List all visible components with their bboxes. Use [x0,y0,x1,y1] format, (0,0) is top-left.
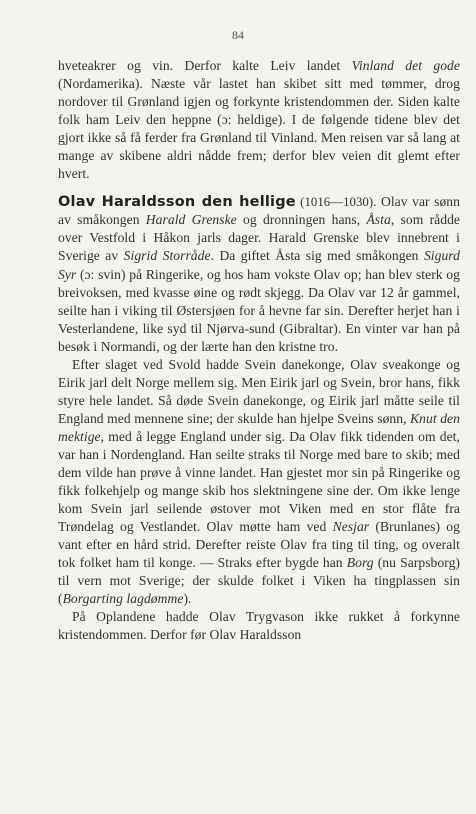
text-run: ). [183,591,192,607]
italic-term: Sigurd Syr [58,248,460,282]
italic-term: Borg [346,555,374,571]
text-run: . Da giftet Åsta sig med småkongen [210,248,424,264]
body-text [58,57,460,645]
text-run: og dronningen hans, [236,212,367,228]
italic-term: Borgarting lagdømme [62,591,184,607]
text-run: (Brunlanes) og vant efter en hård strid. Derefter reiste Olav fra ting til ting, og overalt tok folket ham til konge. — Straks efter bygde han [58,519,460,571]
italic-term: Knut den mektige [58,410,460,444]
text-run: (Nordamerika). Næste vår lastet han skibet sitt med tømmer, drog nordover til Grønland igjen og forkynte kristendommen der. Siden kalte folk ham Leiv den heppne (ɔ: heldige). I de følgende tidene blev det gjort ikke så få ferder fra Grønland til Vinland. Men reisen var så lang at mange av skibene aldri nådde frem; derfor blev veien dit glemt efter hvert. [58,76,460,182]
text-run: På Oplandene hadde Olav Trygvason ikke rukket å forkynne kristendommen. Derfor før Olav Haraldsson [58,609,460,643]
paragraph-olav-intro [58,193,460,355]
paragraph-continuation [58,57,460,183]
italic-term: Harald Grenske [145,212,237,228]
paragraph-svold [58,356,460,609]
text-run: hveteakrer og vin. Derfor kalte Leiv landet [58,58,352,73]
text-run: Olav var sønn av småkongen [58,194,460,228]
text-run: , med å legge England under sig. Da Olav fikk tidenden om det, var han i Nordengland. Han seilte straks til Norge med bare to skib; med dem vilde han prøve å vinne landet. Han gjestet mor sin på Ringerike og fikk folkehjelp og mange skib hos slektningene sine der. Om ikke lenge kom Svein jarl seilende østover mot Viken med en stor flåte fra Trøndelag og Vestlandet. Olav møtte ham ved [58,428,460,535]
italic-term: Nesjar [332,519,370,535]
section-title: Olav Haraldsson den hellige [58,194,296,211]
italic-term: Sigrid Storråde [123,248,211,264]
page-number: 84 [232,28,244,42]
text-run: (nu Sarpsborg) til vern mot Sverige; der skulde folket i Viken ha tingplassen sin ( [58,555,461,607]
paragraph-oplandene [58,608,460,644]
italic-term: Åsta [366,212,391,228]
text-run: Efter slaget ved Svold hadde Svein danekonge, Olav sveakonge og Eirik jarl delt Norge mellem sig. Men Eirik jarl og Svein, bror hans, fikk styre hele landet. Så døde Svein danekonge, og Eirik jarl måtte seile til England med mennene sine; der skulde han hjelpe Sveins sønn, [58,356,460,426]
italic-term: Vinland det gode [351,58,460,73]
text-run: (ɔ: svin) på Ringerike, og hos ham vokste Olav op; han blev sterk og breivoksen, med kvasse øine og rødt skjegg. Da Olav var 12 år gammel, seilte han i viking til Østersjøen for å hevne far sin. Derefter herjet han i Vesterlandene, like syd til Njørva-sund (Gibraltar). En vinter var han på besøk i Normandi, og der lærte han den kristne tro. [58,266,460,354]
text-run: , som rådde over Vestfold i Håkon jarls dager. Harald Grenske blev innebrent i Sverige av [58,212,461,264]
reign-years: (1016—1030). [295,195,377,210]
